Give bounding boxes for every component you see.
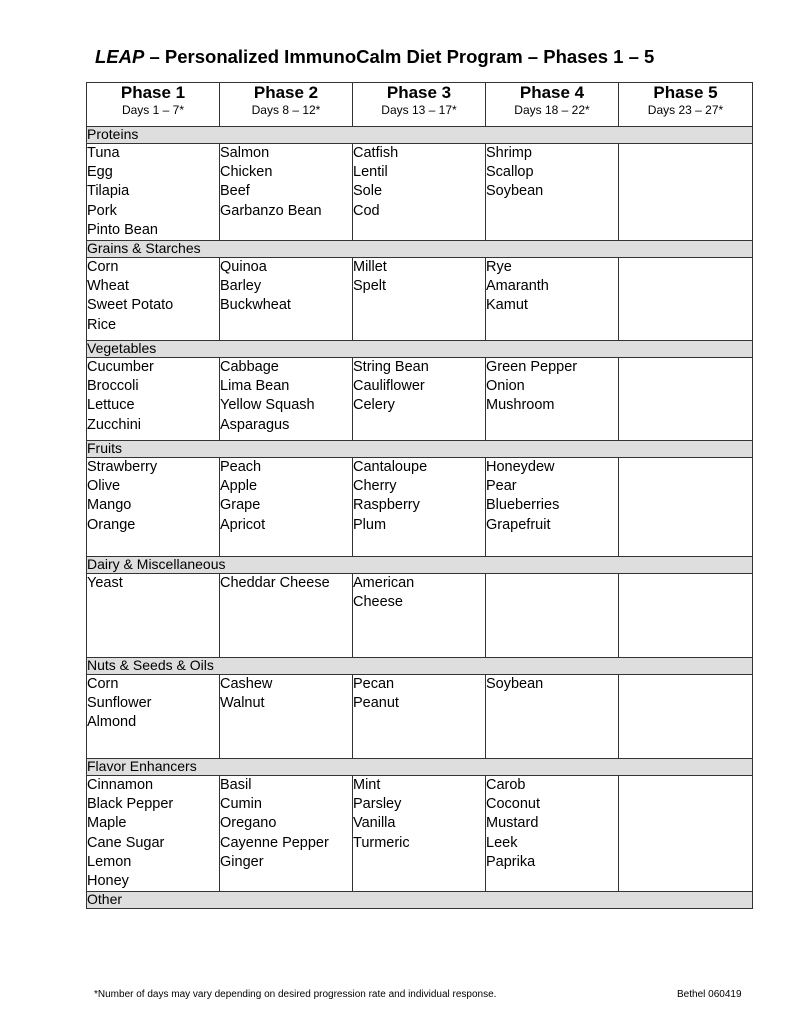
food-cell [220,776,353,892]
food-item: Pear [486,478,517,495]
food-cell [353,675,486,759]
food-cell [353,358,486,441]
food-cell [486,358,619,441]
category-label: Proteins [87,127,753,144]
food-cell [486,675,619,759]
food-item: Chicken [220,164,273,181]
category-row [87,441,753,458]
food-item: Zucchini [87,416,141,433]
food-cell [486,258,619,341]
food-row [87,675,753,759]
food-item: Pork [87,202,117,219]
food-item: Mango [87,497,132,514]
food-item: Carob [486,777,526,794]
food-item: Soybean [486,676,544,693]
food-cell [220,574,353,658]
food-item: Amaranth [486,278,549,295]
food-cell [486,574,619,658]
food-row [87,358,753,441]
category-label: Grains & Starches [87,241,753,258]
food-item: Strawberry [87,459,158,476]
food-cell [353,258,486,341]
food-item: Mushroom [486,397,555,414]
food-cell [220,144,353,241]
food-item: Raspberry [353,497,420,514]
food-item: Buckwheat [220,297,291,314]
phase-name: Phase 3 [386,83,452,102]
phase-header-2 [220,83,353,127]
food-item: Blueberries [486,497,560,514]
food-cell [619,258,753,341]
food-item: Cauliflower [353,378,425,395]
food-item: Catfish [353,145,399,161]
phase-days: Days 1 – 7* [121,103,185,117]
food-cell [87,358,220,441]
food-item: Rye [486,259,512,276]
phase-name: Phase 2 [253,83,319,102]
category-label: Dairy & Miscellaneous [87,557,753,574]
food-cell [619,358,753,441]
food-item: Cod [353,202,380,219]
phase-header-1 [87,83,220,127]
phase-days: Days 8 – 12* [251,103,321,117]
food-item: Yeast [87,575,123,592]
food-row [87,144,753,241]
title-text: – Personalized ImmunoCalm Diet Program – Phases 1 – 5 [144,46,655,67]
food-item: Soybean [486,183,544,200]
document-id: Bethel 060419 [677,989,742,1000]
food-cell [353,144,486,241]
category-label: Fruits [87,441,753,458]
category-label: Vegetables [87,341,753,358]
food-item: Egg [87,164,113,181]
food-item: Almond [87,714,137,731]
food-item: Ginger [220,853,264,870]
food-item: Scallop [486,164,534,181]
food-item: Quinoa [220,259,267,276]
phase-days: Days 23 – 27* [647,103,724,117]
food-item: Cane Sugar [87,834,165,851]
food-item: Cabbage [220,359,279,376]
food-cell [353,458,486,557]
food-item: Asparagus [220,416,290,433]
food-cell [619,574,753,658]
food-item: Sole [353,183,383,200]
food-item: Sweet Potato [87,297,174,314]
food-item: Maple [87,815,127,832]
food-cell [619,776,753,892]
food-cell [353,574,486,658]
food-cell [87,675,220,759]
food-item: Kamut [486,297,528,314]
category-label: Nuts & Seeds & Oils [87,658,753,675]
document-title [95,46,654,68]
food-row [87,258,753,341]
food-item: Corn [87,259,119,276]
category-label: Flavor Enhancers [87,759,753,776]
food-item: Celery [353,397,395,414]
food-item: Lettuce [87,397,135,414]
category-row [87,759,753,776]
food-item: Shrimp [486,145,532,161]
category-row [87,241,753,258]
food-row [87,776,753,892]
food-item: Grapefruit [486,516,551,533]
food-row [87,458,753,557]
food-item: Cheese [353,594,403,611]
food-item: Parsley [353,796,402,813]
diet-table-body [87,127,753,909]
food-item: Cherry [353,478,397,495]
category-row [87,557,753,574]
food-item: Broccoli [87,378,139,395]
food-item: Green Pepper [486,359,578,376]
food-item: Sunflower [87,695,152,712]
food-item: Rice [87,316,117,333]
food-cell [220,458,353,557]
category-row [87,127,753,144]
phase-header-row [87,83,753,127]
food-cell [87,776,220,892]
food-item: Paprika [486,853,536,870]
food-item: Plum [353,516,387,533]
food-cell [486,776,619,892]
diet-phase-table [86,82,753,909]
food-item: Cheddar Cheese [220,575,330,592]
food-item: Pinto Bean [87,221,158,238]
food-cell [87,458,220,557]
food-item: Cayenne Pepper [220,834,329,851]
food-item: Cucumber [87,359,154,376]
category-row [87,658,753,675]
food-item: Tilapia [87,183,130,200]
phase-header-3 [353,83,486,127]
food-item: Walnut [220,695,265,712]
phase-name: Phase 1 [120,83,186,102]
food-item: Mint [353,777,381,794]
phase-name: Phase 5 [653,83,718,102]
phase-days: Days 18 – 22* [514,103,590,117]
food-cell [619,458,753,557]
food-item: American [353,575,415,592]
food-item: Orange [87,516,136,533]
food-item: Mustard [486,815,539,832]
food-item: Apricot [220,516,266,533]
food-cell [220,675,353,759]
food-item: Coconut [486,796,541,813]
phase-name: Phase 4 [519,83,585,102]
food-item: String Bean [353,359,429,376]
food-cell [486,458,619,557]
food-cell [220,358,353,441]
food-item: Cumin [220,796,262,813]
food-item: Corn [87,676,119,693]
food-cell [220,258,353,341]
phase-days: Days 13 – 17* [381,103,457,117]
food-item: Tuna [87,145,120,161]
food-item: Millet [353,259,387,276]
food-cell [486,144,619,241]
food-item: Black Pepper [87,796,174,813]
food-cell [87,144,220,241]
food-item: Salmon [220,145,270,161]
food-item: Onion [486,378,525,395]
food-item: Oregano [220,815,277,832]
title-brand: LEAP [95,46,145,67]
food-cell [619,144,753,241]
food-item: Turmeric [353,834,410,851]
food-cell [353,776,486,892]
food-item: Lima Bean [220,378,290,395]
food-cell [619,675,753,759]
food-item: Apple [220,478,258,495]
food-item: Grape [220,497,261,514]
food-item: Wheat [87,278,129,295]
food-item: Honey [87,873,129,890]
food-item: Olive [87,478,121,495]
food-row [87,574,753,658]
food-item: Peach [220,459,262,476]
food-item: Honeydew [486,459,555,476]
food-item: Lentil [353,164,388,181]
food-item: Lemon [87,853,132,870]
food-item: Vanilla [353,815,396,832]
food-item: Yellow Squash [220,397,315,414]
phase-header-5 [619,83,753,127]
footnote: *Number of days may vary depending on desired progression rate and individual response. [94,989,497,1000]
food-item: Basil [220,777,252,794]
phase-header-4 [486,83,619,127]
food-item: Spelt [353,278,387,295]
category-row [87,341,753,358]
food-item: Leek [486,834,518,851]
food-item: Barley [220,278,262,295]
category-label: Other [87,892,753,909]
food-item: Beef [220,183,250,200]
category-row [87,892,753,909]
food-item: Cinnamon [87,777,154,794]
food-item: Peanut [353,695,399,712]
food-item: Pecan [353,676,395,693]
food-cell [87,258,220,341]
food-item: Cantaloupe [353,459,428,476]
food-item: Cashew [220,676,273,693]
food-cell [87,574,220,658]
food-item: Garbanzo Bean [220,202,322,219]
